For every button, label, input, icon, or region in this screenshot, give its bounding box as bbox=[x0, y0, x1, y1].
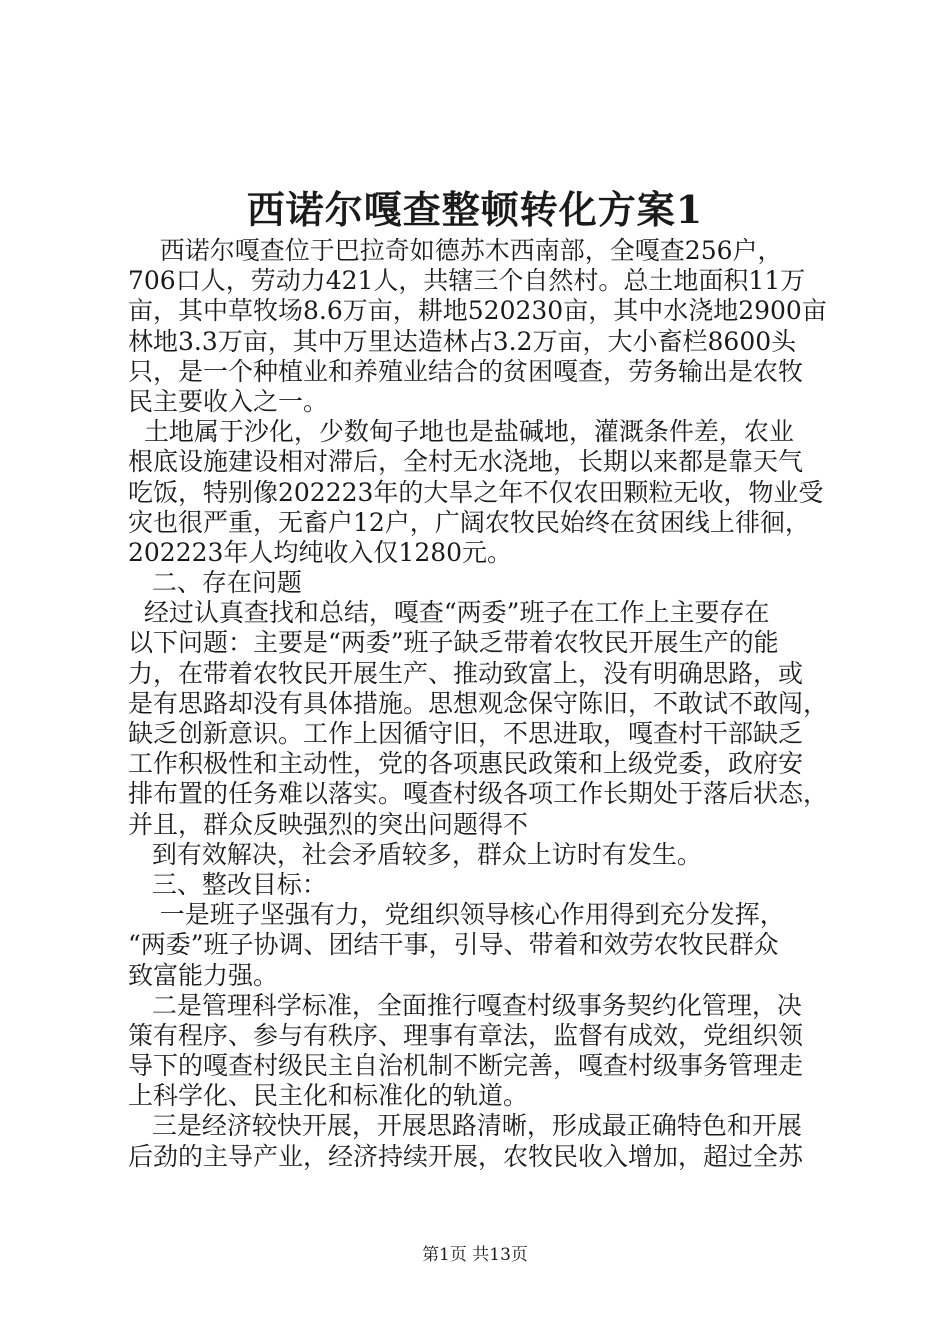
text-line: 三、整改目标： bbox=[128, 869, 327, 899]
text-line: 灾也很严重，无畜户12户，广阔农牧民始终在贫困线上徘徊， bbox=[128, 507, 810, 537]
text-line: 是有思路却没有具体措施。思想观念保守陈旧，不敢试不敢闯， bbox=[128, 688, 829, 718]
text-line: 力，在带着农牧民开展生产、推动致富上，没有明确思路，或 bbox=[128, 658, 804, 688]
text-line: 经过认真查找和总结，嘎查“两委”班子在工作上主要存在 bbox=[128, 598, 770, 628]
text-line: 西诺尔嘎查位于巴拉奇如德苏木西南部，全嘎查256户， bbox=[128, 236, 783, 265]
text-line: 工作积极性和主动性，党的各项惠民政策和上级党委，政府安 bbox=[128, 749, 804, 779]
document-body bbox=[128, 236, 840, 1172]
text-line: 林地3.3万亩，其中万里达造林占3.2万亩，大小畜栏8600头 bbox=[128, 326, 797, 356]
text-line: 到有效解决，社会矛盾较多，群众上访时有发生。 bbox=[128, 839, 702, 869]
text-line: 根底设施建设相对滞后，全村无水浇地，长期以来都是靠天气 bbox=[128, 447, 804, 477]
text-line: 以下问题：主要是“两委”班子缺乏带着农牧民开展生产的能 bbox=[128, 628, 779, 658]
text-line: 一是班子坚强有力，党组织领导核心作用得到充分发挥， bbox=[128, 900, 785, 930]
text-line: 吃饭，特别像202223年的大旱之年不仅农田颗粒无收，物业受 bbox=[128, 477, 824, 507]
text-line: 亩，其中草牧场8.6万亩，耕地520230亩，其中水浇地2900亩 bbox=[128, 296, 827, 326]
text-line: 民主要收入之一。 bbox=[128, 386, 329, 416]
text-line: 706口人，劳动力421人，共辖三个自然村。总土地面积11万 bbox=[128, 266, 806, 296]
text-line: 只，是一个种植业和养殖业结合的贫困嘎查，劳务输出是农牧 bbox=[128, 356, 804, 386]
text-line: 致富能力强。 bbox=[128, 960, 279, 990]
document-title: 西诺尔嘎查整顿转化方案1 bbox=[246, 187, 704, 232]
text-line: 策有程序、参与有秩序、理事有章法，监督有成效，党组织领 bbox=[128, 1020, 804, 1050]
text-line: 上科学化、民主化和标准化的轨道。 bbox=[128, 1081, 529, 1111]
text-line: 排布置的任务难以落实。嘎查村级各项工作长期处于落后状态， bbox=[128, 779, 829, 809]
text-line: “两委”班子协调、团结干事，引导、带着和效劳农牧民群众 bbox=[128, 930, 779, 960]
text-line: 并且，群众反映强烈的突出问题得不 bbox=[128, 809, 529, 839]
text-line: 土地属于沙化，少数甸子地也是盐碱地，灌溉条件差，农业 bbox=[128, 417, 794, 447]
text-line: 缺乏创新意识。工作上因循守旧，不思进取，嘎查村干部缺乏 bbox=[128, 719, 804, 748]
text-line: 导下的嘎查村级民主自治机制不断完善，嘎查村级事务管理走 bbox=[128, 1051, 804, 1081]
text-line: 后劲的主导产业，经济持续开展，农牧民收入增加，超过全苏 bbox=[128, 1141, 804, 1171]
text-line: 二、存在问题 bbox=[128, 568, 302, 598]
text-line: 202223年人均纯收入仅1280元。 bbox=[128, 537, 513, 567]
text-line: 二是管理科学标准，全面推行嘎查村级事务契约化管理，决 bbox=[128, 990, 802, 1020]
text-line: 三是经济较快开展，开展思路清晰，形成最正确特色和开展 bbox=[128, 1111, 802, 1141]
page-footer: 第1页 共13页 bbox=[422, 1245, 528, 1265]
